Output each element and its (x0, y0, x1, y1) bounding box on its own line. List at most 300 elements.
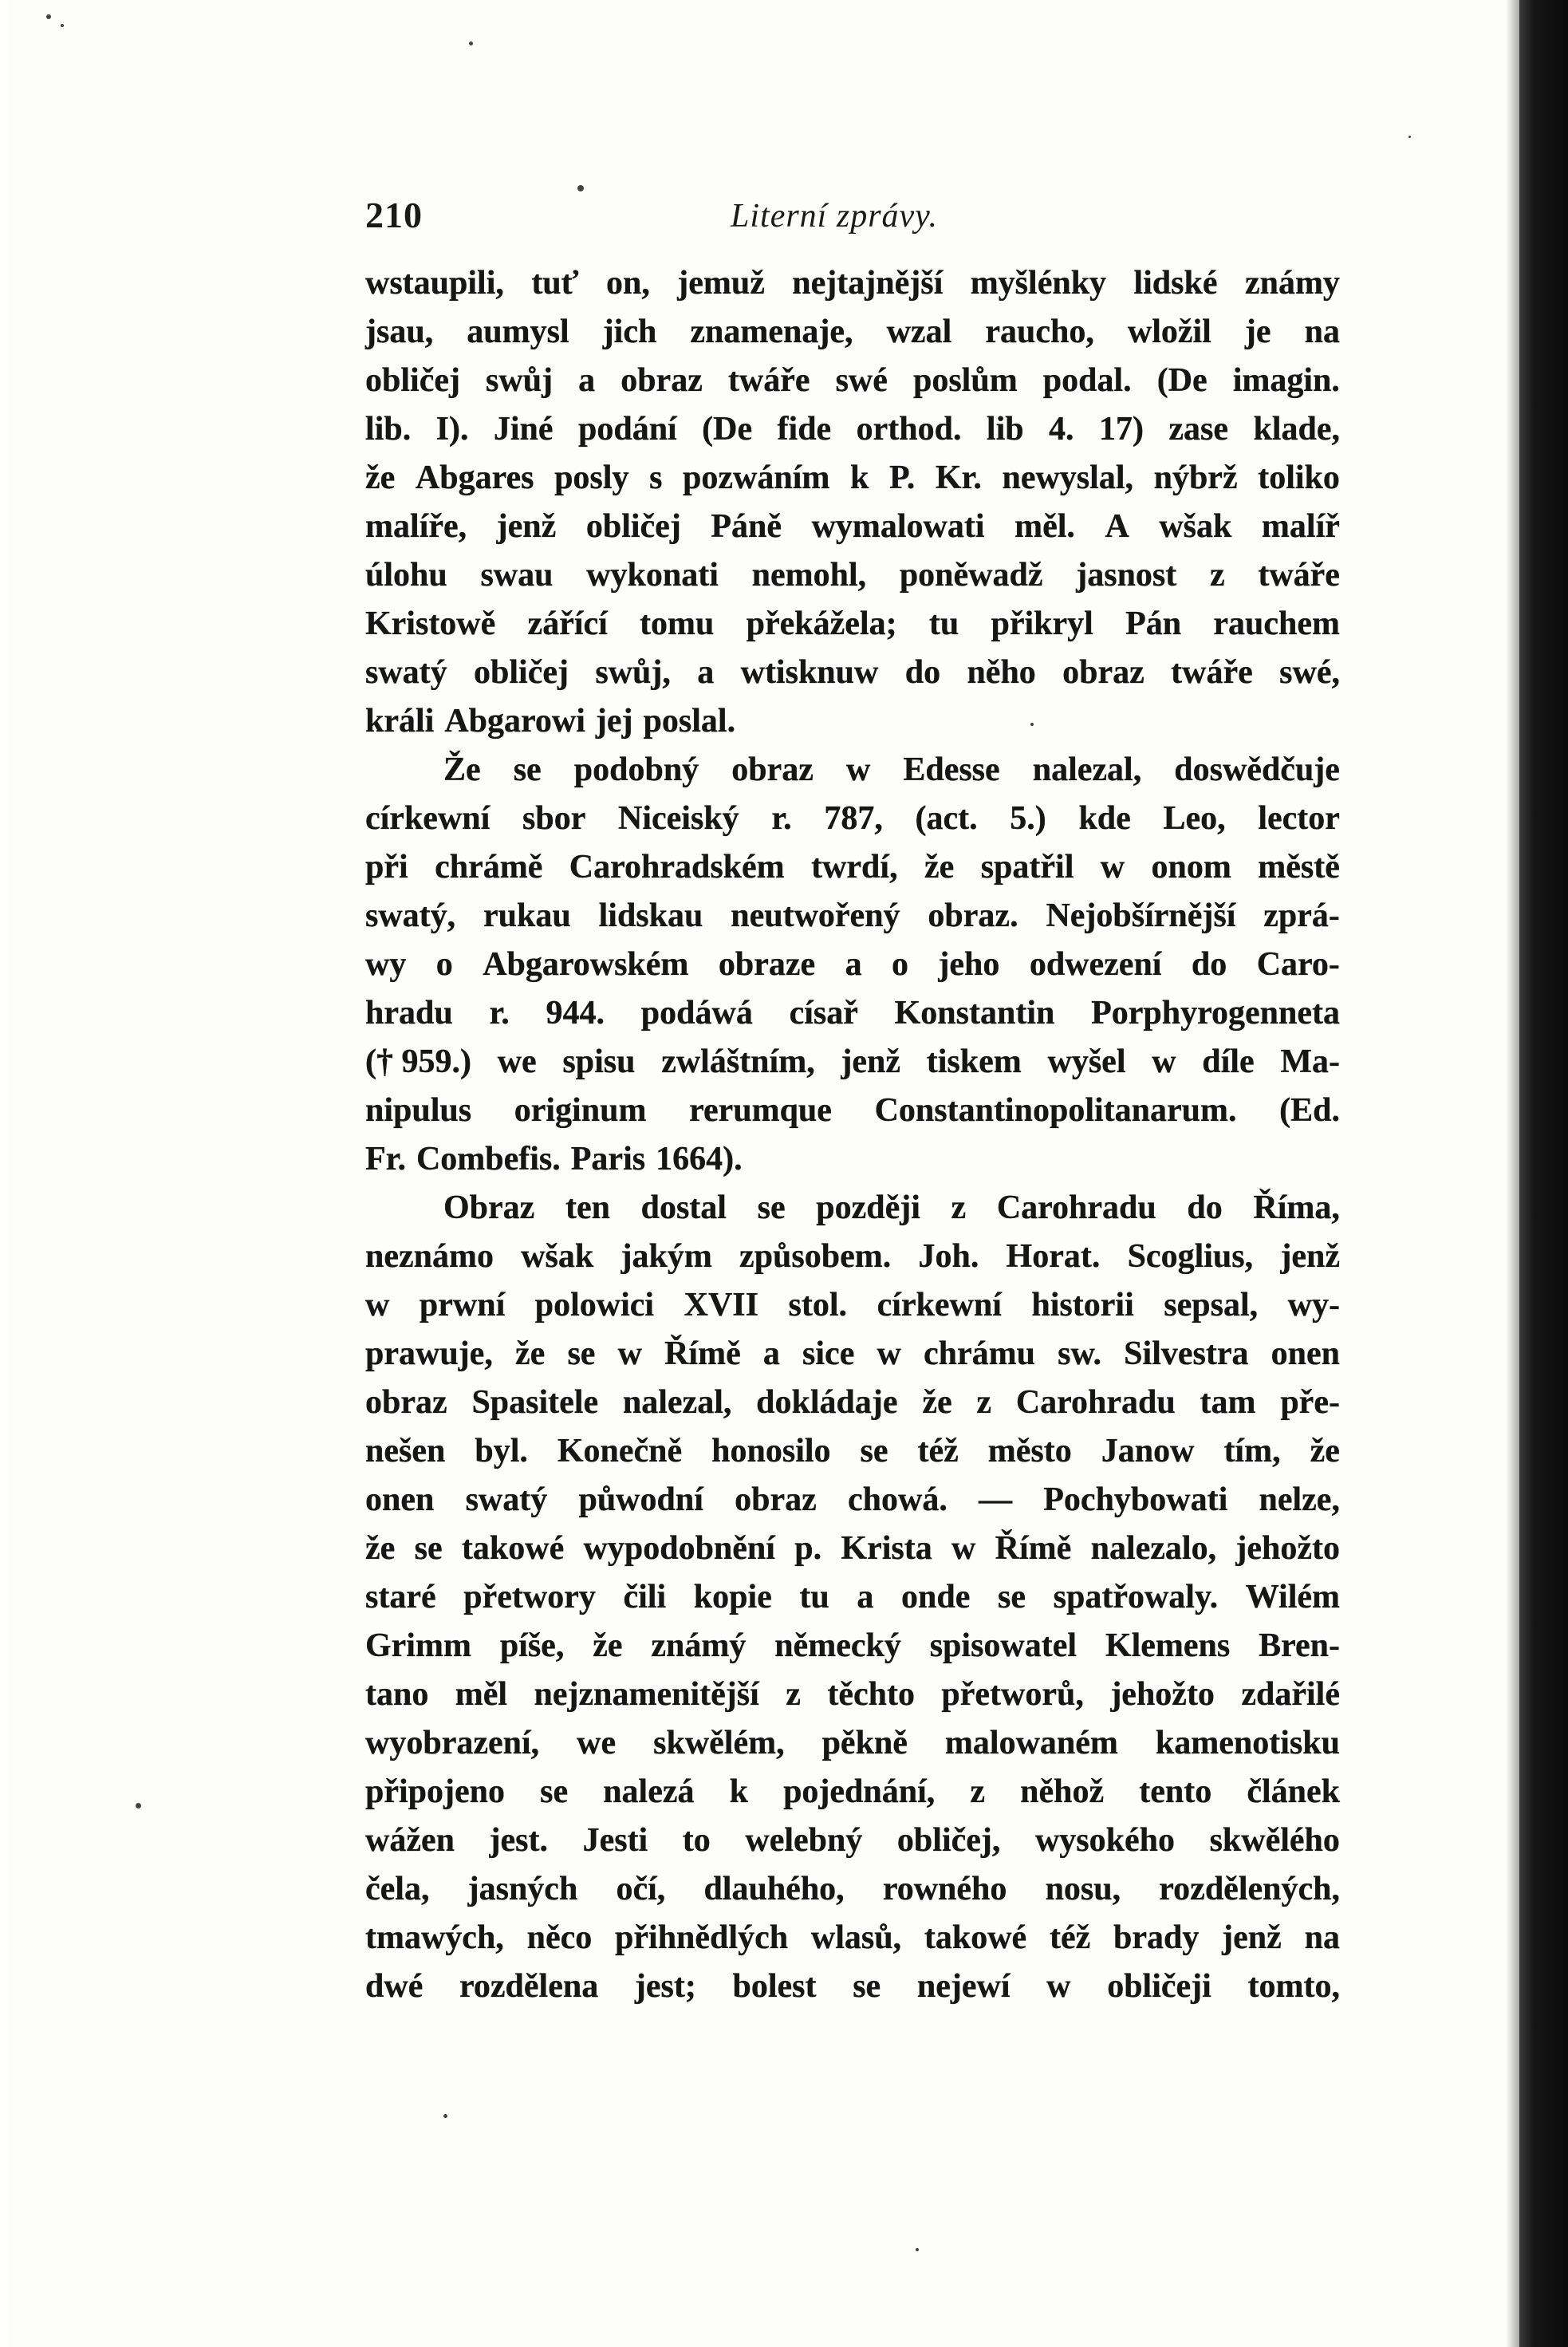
word: r. (489, 995, 510, 1031)
word: klade, (1253, 411, 1340, 448)
text-line (365, 989, 1340, 1038)
word: we (577, 1725, 617, 1761)
word: toliko (1258, 460, 1340, 496)
word: úlohu (365, 557, 447, 594)
word: wymalowati (811, 508, 985, 545)
word: přihnědlých (615, 1919, 789, 1956)
word: wyobrazení, (365, 1725, 540, 1761)
word: k (729, 1773, 748, 1810)
word: malowaném (944, 1725, 1118, 1761)
word: tím, (1223, 1433, 1281, 1469)
word: nalezal, (1032, 751, 1142, 788)
word: w (365, 1287, 390, 1323)
word: že (924, 849, 955, 886)
word: nemohl, (751, 557, 867, 594)
word: dostal (640, 1189, 727, 1226)
word: 4. (1049, 411, 1074, 448)
word: (De (702, 411, 753, 448)
text-line (365, 357, 1340, 405)
text-line (365, 259, 1340, 308)
word: p. (794, 1530, 822, 1567)
word: králi (365, 703, 435, 740)
word: městě (1258, 849, 1340, 886)
word: wy- (1287, 1287, 1340, 1323)
word: swatý (365, 654, 447, 691)
word: chowá. (848, 1481, 947, 1518)
word: wložil (1127, 314, 1211, 350)
word: byl. (475, 1433, 528, 1469)
word: twáře (1258, 557, 1340, 594)
word: Klemens (1105, 1627, 1231, 1664)
word: a (697, 654, 715, 691)
scan-border (1519, 0, 1568, 2347)
word: spisu (562, 1043, 636, 1080)
word: wykonati (586, 557, 719, 594)
word: k (850, 460, 869, 496)
word: kde (1078, 800, 1131, 837)
word: spatřil (980, 849, 1074, 886)
word: w (877, 1335, 901, 1372)
word: obraz (735, 1481, 817, 1518)
word: doswědčuje (1174, 751, 1340, 788)
word: swatý (465, 1481, 548, 1518)
word: wlasů, (810, 1919, 902, 1956)
word: jsau, (365, 314, 434, 350)
word: přetwory (463, 1579, 596, 1615)
word: Jiné (493, 411, 554, 448)
text-line (365, 454, 1340, 503)
word: pozwáním (683, 460, 830, 496)
word: imagin. (1232, 362, 1340, 399)
word: Combefis. (416, 1141, 561, 1177)
word: Fr. (365, 1141, 406, 1177)
word: Kr. (935, 460, 982, 496)
word: jehožto (1235, 1530, 1340, 1567)
word: tiskem (926, 1043, 1022, 1080)
scan-speck (443, 2114, 447, 2118)
word: jeho (938, 946, 1000, 983)
word: onen (1271, 1335, 1340, 1372)
word: zase (1168, 411, 1229, 448)
word: později (816, 1189, 920, 1226)
word: do (904, 654, 941, 691)
text-line (365, 746, 1340, 795)
page-number: 210 (365, 195, 423, 235)
word: takowé (461, 1530, 565, 1567)
word: z (1209, 557, 1225, 594)
text-line (365, 1914, 1340, 1962)
word: též (1049, 1919, 1091, 1956)
word: se (998, 1579, 1026, 1615)
word: Wilém (1245, 1579, 1340, 1615)
word: spatřowaly. (1053, 1579, 1219, 1615)
page-header (365, 194, 1338, 245)
word: se (414, 1530, 443, 1567)
word: tano (365, 1676, 429, 1713)
word: welebný (745, 1822, 863, 1859)
word: ten (565, 1189, 610, 1226)
word: prawuje, (365, 1335, 493, 1372)
word: zwláštním, (661, 1043, 815, 1080)
word: w (1100, 849, 1125, 886)
word: sice (802, 1335, 855, 1372)
word: zářící (527, 605, 608, 642)
word: rerumque (689, 1092, 832, 1129)
word: císař (789, 995, 858, 1031)
word: rowného (882, 1871, 1007, 1907)
word: Carohradském (569, 849, 785, 886)
text-line (365, 1525, 1340, 1573)
word: jasných (467, 1871, 578, 1907)
text-line (365, 941, 1340, 989)
word: wy (365, 946, 407, 983)
word: malíře, (365, 508, 467, 545)
word: rauchem (1213, 605, 1340, 642)
word: měl (455, 1676, 508, 1713)
word: onde (901, 1579, 971, 1615)
text-line (365, 1330, 1340, 1379)
word: sepsal, (1164, 1287, 1259, 1323)
word: a (845, 946, 862, 983)
text-line (365, 1427, 1340, 1476)
word: swé (835, 362, 888, 399)
word: Porphyrogenneta (1091, 995, 1340, 1031)
word: lector (1258, 800, 1340, 837)
word: nosu, (1045, 1871, 1121, 1907)
word: lib (986, 411, 1024, 448)
word: dwé (365, 1968, 424, 2005)
word: kamenotisku (1155, 1725, 1340, 1761)
word: jenž (1280, 1238, 1340, 1275)
text-line (365, 600, 1340, 649)
word: neznámo (365, 1238, 494, 1275)
word: měl. (1014, 508, 1075, 545)
word: zprá- (1263, 897, 1340, 934)
word: z (970, 1773, 986, 1810)
word: že (922, 1384, 952, 1421)
text-line (365, 503, 1340, 551)
word: wysokého (1034, 1822, 1175, 1859)
scan-speck (1408, 136, 1411, 138)
word: obličej (474, 654, 569, 691)
word: Římě (664, 1335, 741, 1372)
word: Že (443, 751, 481, 788)
word: obličej, (896, 1822, 1001, 1859)
scan-speck (61, 24, 64, 27)
word: r. (771, 800, 792, 837)
word: lib. (365, 411, 412, 448)
scan-speck (469, 41, 473, 45)
word: 5.) (1010, 800, 1046, 837)
word: wšak (521, 1238, 594, 1275)
word: tu (799, 1579, 829, 1615)
word: se (860, 1433, 888, 1469)
word: posly (554, 460, 629, 496)
word: (Ed. (1279, 1092, 1340, 1129)
word: Bren- (1259, 1627, 1340, 1664)
word: jich (602, 314, 657, 350)
word: článek (1247, 1773, 1340, 1810)
word: že (365, 1530, 396, 1567)
word: něhož (1020, 1773, 1105, 1810)
word: se (513, 751, 542, 788)
word: nejznamenitější (534, 1676, 759, 1713)
text-line (365, 1038, 1340, 1087)
word: se (567, 1335, 596, 1372)
word: Edesse (903, 751, 1000, 788)
word: wyšel (1047, 1043, 1126, 1080)
scan-speck (577, 185, 584, 191)
word: je (1244, 314, 1271, 350)
word: dokládaje (756, 1384, 898, 1421)
word: z (951, 1189, 967, 1226)
word: originum (514, 1092, 647, 1129)
word: Leo, (1163, 800, 1226, 837)
text-line (365, 1379, 1340, 1427)
text-line (365, 1816, 1340, 1865)
text-line (365, 1087, 1340, 1135)
word: neutwořený (731, 897, 900, 934)
text-line (365, 308, 1340, 357)
word: kopie (693, 1579, 772, 1615)
word: lidskau (598, 897, 703, 934)
word: obraz (1062, 654, 1144, 691)
word: Konstantin (894, 995, 1055, 1031)
word: takowé (924, 1919, 1027, 1956)
word: se (853, 1968, 881, 2005)
word: historii (1031, 1287, 1134, 1323)
word: poněwadž (899, 557, 1043, 594)
word: Spasitele (471, 1384, 599, 1421)
word: nipulus (365, 1092, 472, 1129)
word: Silvestra (1124, 1335, 1249, 1372)
word: to (682, 1822, 711, 1859)
text-line (365, 1622, 1340, 1671)
word: tu (928, 605, 959, 642)
word: chrámě (435, 849, 543, 886)
word: swau (480, 557, 554, 594)
word: díle (1202, 1043, 1255, 1080)
word: že (365, 460, 396, 496)
word: a (578, 362, 596, 399)
word: že (593, 1627, 623, 1664)
word: o (891, 946, 908, 983)
word: prwní (419, 1287, 506, 1323)
word: Caro- (1256, 946, 1340, 983)
word: Říma, (1253, 1189, 1340, 1226)
word: tmawých, (365, 1919, 504, 1956)
word: — (979, 1481, 1013, 1518)
word: Abgarowském (483, 946, 689, 983)
word: jenž (841, 1043, 901, 1080)
word: a (857, 1579, 874, 1615)
word: nelze, (1259, 1481, 1340, 1518)
word: něho (967, 654, 1036, 691)
word: píše, (499, 1627, 565, 1664)
word: tomu (640, 605, 715, 642)
word: Krista (841, 1530, 932, 1567)
word: na (1304, 1919, 1340, 1956)
word: Pán (1125, 605, 1182, 642)
word: Abgarowi (444, 703, 585, 740)
word: XVII (684, 1287, 758, 1323)
word: onom (1151, 849, 1231, 886)
text-line (365, 1719, 1340, 1768)
word: se (757, 1189, 786, 1226)
word: w (617, 1335, 642, 1372)
word: hradu (365, 995, 453, 1031)
word: Římě (995, 1530, 1072, 1567)
word: bolest (732, 1968, 817, 2005)
word: pěkně (821, 1725, 908, 1761)
word: P. (888, 460, 916, 496)
word: nejtajnější (792, 265, 944, 302)
word: staré (365, 1579, 436, 1615)
word: w (1152, 1043, 1176, 1080)
word: způsobem. (739, 1238, 892, 1275)
word: znamenaje, (690, 314, 853, 350)
word: obraz (365, 1384, 447, 1421)
scan-speck (136, 1803, 141, 1809)
text-line (365, 1671, 1340, 1719)
word: do (1187, 1189, 1223, 1226)
word: Ma- (1280, 1043, 1340, 1080)
word: rukau (483, 897, 571, 934)
word: w (845, 751, 871, 788)
word: Pochybowati (1043, 1481, 1228, 1518)
word: malíř (1261, 508, 1340, 545)
word: podání (577, 411, 677, 448)
word: zdařilé (1241, 1676, 1340, 1713)
word: jej (595, 703, 633, 740)
word: rozdělena (459, 1968, 599, 2005)
word: očí, (616, 1871, 666, 1907)
word: nalezalo, (1090, 1530, 1217, 1567)
word: a (762, 1335, 780, 1372)
word: obličeji (1107, 1968, 1211, 2005)
word: wšak (1159, 508, 1232, 545)
word: jest; (634, 1968, 696, 2005)
word: Horat. (1006, 1238, 1101, 1275)
text-line (365, 649, 1340, 697)
word: fide (777, 411, 832, 448)
word: Carohradu (1015, 1384, 1176, 1421)
text-line (365, 843, 1340, 892)
word: w (951, 1530, 976, 1567)
word: obraz (731, 751, 814, 788)
word: přikryl (991, 605, 1093, 642)
word: Nejobšírnější (1046, 897, 1236, 934)
word: Konečně (557, 1433, 683, 1469)
word: Janow (1101, 1433, 1195, 1469)
word: orthod. (856, 411, 962, 448)
body-text (365, 259, 1340, 2011)
word: honosilo (711, 1433, 831, 1469)
word: 17) (1098, 411, 1144, 448)
word: Carohradu (996, 1189, 1156, 1226)
word: jenž (496, 508, 557, 545)
word: nalezá (603, 1773, 695, 1810)
text-line (365, 697, 1340, 746)
word: Paris (570, 1141, 646, 1177)
text-line (365, 1476, 1340, 1525)
word: skwělém, (653, 1725, 785, 1761)
text-line (365, 795, 1340, 843)
word: pře- (1280, 1384, 1340, 1421)
word: Kristowě (365, 605, 496, 642)
text-line (365, 551, 1340, 600)
word: chrámu (924, 1335, 1035, 1372)
text-line (365, 1233, 1340, 1281)
word: lidské (1133, 265, 1218, 302)
word: swé, (1279, 654, 1340, 691)
word: do (1191, 946, 1227, 983)
word: církewní (365, 800, 490, 837)
text-line (365, 1573, 1340, 1622)
word: něco (526, 1919, 593, 1956)
word: myšlénky (970, 265, 1107, 302)
word: wzal (886, 314, 952, 350)
word: obraz (621, 362, 703, 399)
word: tomto, (1247, 1968, 1340, 2005)
word: 1664). (656, 1141, 743, 1177)
word: swůj, (595, 654, 671, 691)
word: čili (623, 1579, 667, 1615)
word: pojednání, (783, 1773, 936, 1810)
word: skwělého (1209, 1822, 1340, 1859)
word: při (365, 849, 408, 886)
word: německý (774, 1627, 901, 1664)
page-edge-shadow (1506, 0, 1520, 2347)
word: z (976, 1384, 992, 1421)
word: twáře (727, 362, 810, 399)
word: připojeno (365, 1773, 506, 1810)
word: sw. (1058, 1335, 1102, 1372)
scan-speck (916, 2248, 919, 2251)
word: Joh. (918, 1238, 979, 1275)
text-line (365, 892, 1340, 941)
word: se (540, 1773, 569, 1810)
word: obraz. (928, 897, 1018, 934)
word: obraze (718, 946, 816, 983)
word: newyslal, (1002, 460, 1133, 496)
word: tento (1139, 1773, 1212, 1810)
word: nýbrž (1153, 460, 1238, 496)
scan-speck (46, 14, 51, 19)
word: polowici (534, 1287, 655, 1323)
word: půwodní (578, 1481, 703, 1518)
word: překážela; (746, 605, 897, 642)
word: dlauhého, (703, 1871, 845, 1907)
text-line (365, 1962, 1340, 2011)
word: Páně (711, 508, 782, 545)
word: Jesti (582, 1822, 648, 1859)
word: (act. (915, 800, 978, 837)
word: on, (605, 265, 650, 302)
word: jasnost (1076, 557, 1177, 594)
word: čela, (365, 1871, 430, 1907)
word: tam (1200, 1384, 1256, 1421)
word: známy (1244, 265, 1340, 302)
text-line (365, 1184, 1340, 1233)
word: o (435, 946, 453, 983)
text-line (365, 1865, 1340, 1914)
word: nejewí (916, 1968, 1011, 2005)
word: I). (435, 411, 469, 448)
text-line (365, 1135, 1340, 1184)
word: w (1046, 1968, 1071, 2005)
word: Scoglius, (1127, 1238, 1254, 1275)
